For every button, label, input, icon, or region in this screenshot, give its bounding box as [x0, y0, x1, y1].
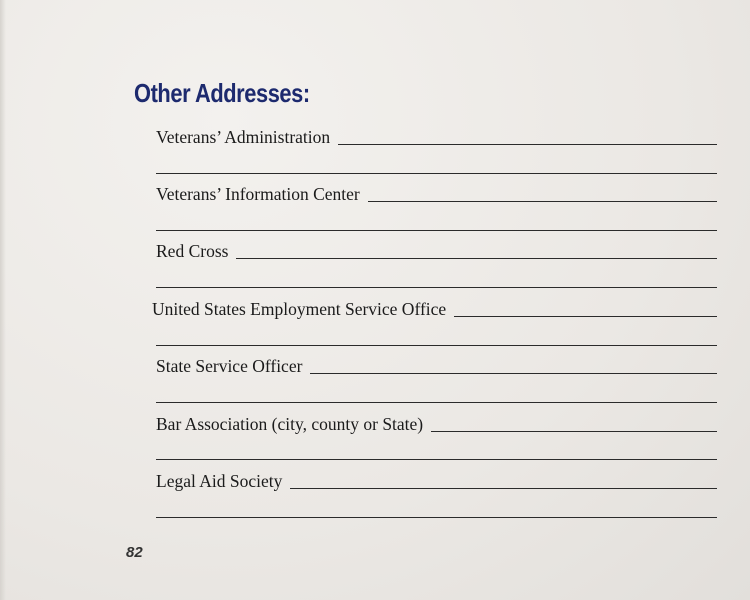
- entry-label: Bar Association (city, county or State): [156, 414, 424, 434]
- address-entry-legal-aid-society: [156, 468, 717, 492]
- fill-line: [368, 201, 717, 202]
- fill-line: [236, 258, 717, 259]
- blank-rule: [156, 517, 717, 518]
- page-number: 82: [126, 544, 143, 561]
- entry-label: State Service Officer: [156, 356, 303, 376]
- address-entry-veterans-administration: [156, 124, 717, 148]
- entry-label: United States Employment Service Office: [152, 299, 447, 319]
- section-heading: Other Addresses:: [134, 78, 310, 108]
- address-entry-bar-association: [156, 411, 717, 435]
- blank-rule: [156, 345, 717, 346]
- entry-label: Veterans’ Administration: [156, 127, 331, 147]
- fill-line: [338, 144, 717, 145]
- address-entry-state-service-officer: [156, 353, 717, 377]
- blank-rule: [156, 230, 717, 231]
- blank-rule: [156, 459, 717, 460]
- fill-line: [290, 488, 717, 489]
- entry-label: Veterans’ Information Center: [156, 184, 360, 204]
- page-fold-shadow: [0, 0, 6, 600]
- address-entry-veterans-information-center: [156, 181, 717, 205]
- entry-label: Legal Aid Society: [156, 471, 283, 491]
- blank-rule: [156, 173, 717, 174]
- entry-label: Red Cross: [156, 241, 229, 261]
- fill-line: [431, 431, 717, 432]
- fill-line: [454, 316, 717, 317]
- fill-line: [310, 373, 717, 374]
- address-entry-employment-service-office: [152, 296, 717, 320]
- blank-rule: [156, 287, 717, 288]
- address-entry-red-cross: [156, 238, 717, 262]
- blank-rule: [156, 402, 717, 403]
